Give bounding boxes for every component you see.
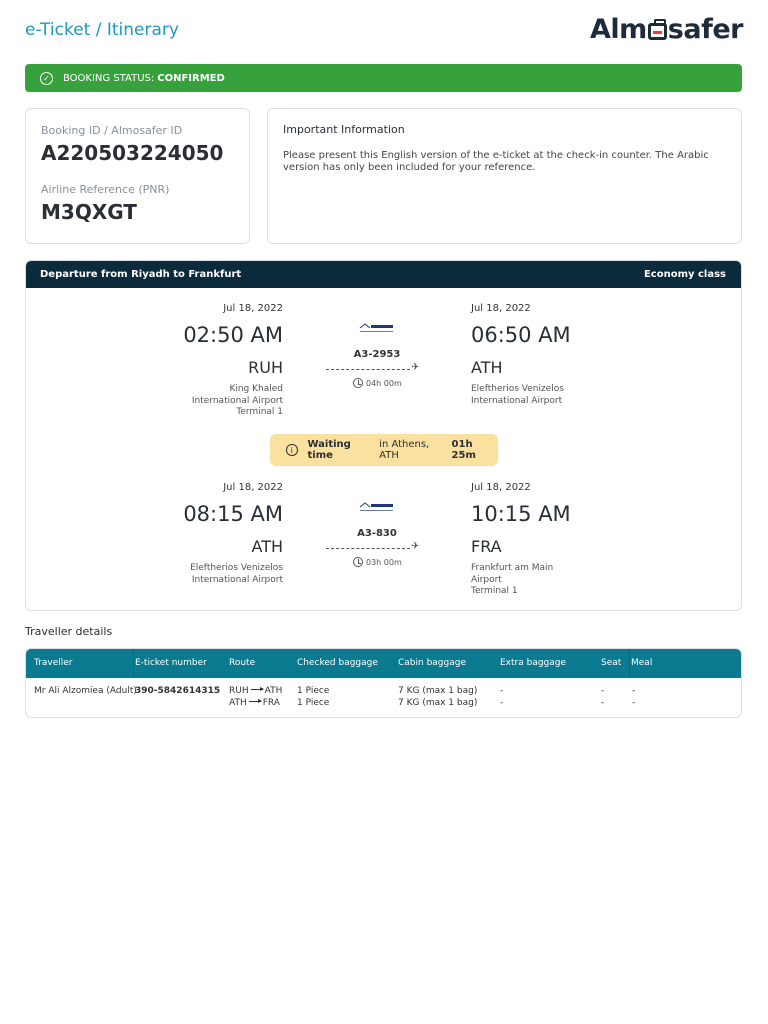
flight-number: A3-830	[357, 528, 397, 539]
departure-date: Jul 18, 2022	[223, 482, 283, 493]
arrival-airport	[471, 384, 621, 407]
waiting-place: in Athens, ATH	[379, 439, 430, 461]
aegean-logo-icon	[357, 322, 397, 334]
col-checked-baggage: Checked baggage	[297, 658, 378, 668]
departure-airport-line: Eleftherios Venizelos	[190, 563, 283, 573]
status-label: BOOKING STATUS:	[63, 72, 155, 84]
aegean-logo-icon	[357, 501, 397, 513]
clock-icon	[353, 557, 363, 567]
arrival-airport-line: Airport	[471, 574, 502, 585]
logo-text-end: safer	[667, 14, 743, 45]
departure-time: 08:15 AM	[183, 502, 283, 526]
cabin-class: Economy class	[643, 269, 726, 280]
extra-baggage-1: -	[500, 686, 504, 696]
clock-icon	[353, 378, 363, 388]
waiting-duration: 01h 25m	[451, 439, 476, 461]
departure-code: RUH	[248, 358, 283, 377]
booking-id-label: Booking ID / Almosafer ID	[41, 124, 183, 137]
flight-segment	[26, 288, 742, 418]
checked-baggage-2: 1 Piece	[297, 698, 330, 708]
arrival-time: 10:15 AM	[471, 502, 571, 526]
flight-duration	[353, 378, 402, 388]
cabin-baggage-1: 7 KG (max 1 bag)	[398, 686, 478, 696]
route-2	[229, 698, 280, 708]
arrival-code: FRA	[471, 537, 502, 556]
duration-value: 03h 00m	[366, 557, 402, 567]
arrival-airport-line: Eleftherios Venizelos	[471, 384, 564, 394]
arrow-right-icon	[249, 701, 261, 702]
departure-terminal: Terminal 1	[236, 407, 283, 417]
route-1	[229, 686, 282, 696]
route-to: FRA	[262, 698, 280, 708]
route-from: ATH	[229, 698, 247, 708]
status-value: CONFIRMED	[157, 72, 225, 84]
flight-path-line	[326, 548, 410, 549]
suitcase-icon	[648, 23, 667, 40]
col-cabin-baggage: Cabin baggage	[398, 658, 466, 668]
flight-segment	[26, 467, 742, 597]
flight-route-heading: Departure from Riyadh to Frankfurt	[40, 269, 242, 280]
booking-status-bar	[25, 64, 742, 92]
info-icon: i	[286, 444, 298, 456]
departure-date: Jul 18, 2022	[223, 303, 283, 314]
arrival-date: Jul 18, 2022	[471, 482, 531, 493]
flight-card	[25, 260, 742, 611]
arrival-terminal: Terminal 1	[471, 586, 518, 596]
cabin-baggage-2: 7 KG (max 1 bag)	[398, 698, 478, 708]
seat-2: -	[601, 698, 605, 708]
important-info-card	[267, 108, 742, 244]
seat-1: -	[601, 686, 605, 696]
meal-2: -	[632, 698, 636, 708]
traveller-table	[25, 648, 742, 718]
waiting-time-banner	[270, 434, 498, 466]
pnr-value: M3QXGT	[41, 200, 137, 224]
departure-time: 02:50 AM	[183, 323, 283, 347]
arrival-code: ATH	[471, 358, 503, 377]
route-to: ATH	[264, 686, 283, 696]
arrival-time: 06:50 AM	[471, 323, 571, 347]
col-extra-baggage: Extra baggage	[500, 658, 567, 668]
plane-icon: ✈	[411, 362, 420, 373]
eticket-number: 390-5842614315	[135, 686, 221, 696]
duration-value: 04h 00m	[366, 378, 402, 388]
page-title: e-Ticket / Itinerary	[25, 20, 179, 40]
arrival-airport-line: Frankfurt am Main	[471, 563, 554, 573]
almosafer-logo	[590, 14, 743, 45]
pnr-label: Airline Reference (PNR)	[41, 183, 170, 196]
flight-number: A3-2953	[353, 349, 401, 360]
logo-text-start: Alm	[590, 14, 647, 45]
route-from: RUH	[229, 686, 249, 696]
info-text: Please present this English version of the e-ticket at the check-in counter. The Arabic version has only been included for your reference.	[283, 150, 709, 173]
column-divider	[629, 649, 630, 678]
checked-baggage-1: 1 Piece	[297, 686, 330, 696]
extra-baggage-2: -	[500, 698, 504, 708]
arrival-date: Jul 18, 2022	[471, 303, 531, 314]
traveller-name: Mr Ali Alzomiea (Adult)	[34, 686, 137, 696]
traveller-table-header	[26, 649, 741, 678]
col-meal: Meal	[631, 658, 653, 668]
departure-airport	[133, 563, 283, 586]
col-eticket: E-ticket number	[135, 658, 207, 668]
departure-airport-line: King Khaled	[229, 384, 283, 394]
traveller-details-title: Traveller details	[25, 625, 113, 638]
flight-path-line	[326, 369, 410, 370]
departure-airport-line: International Airport	[191, 574, 283, 585]
arrival-airport	[471, 563, 621, 598]
flight-header	[26, 261, 741, 288]
arrow-right-icon	[251, 689, 263, 690]
col-route: Route	[229, 658, 256, 668]
meal-1: -	[632, 686, 636, 696]
booking-id-value: A220503224050	[41, 141, 224, 165]
departure-airport	[133, 384, 283, 419]
booking-card	[25, 108, 250, 244]
departure-code: ATH	[251, 537, 283, 556]
info-title: Important Information	[283, 123, 405, 136]
col-traveller: Traveller	[34, 658, 73, 668]
column-divider	[133, 649, 134, 678]
departure-airport-line: International Airport	[191, 395, 283, 406]
plane-icon: ✈	[411, 541, 420, 552]
check-circle-icon: ✓	[40, 72, 53, 85]
arrival-airport-line: International Airport	[471, 395, 563, 406]
col-seat: Seat	[601, 658, 622, 668]
waiting-label: Waiting time	[307, 439, 351, 461]
flight-duration	[353, 557, 402, 567]
